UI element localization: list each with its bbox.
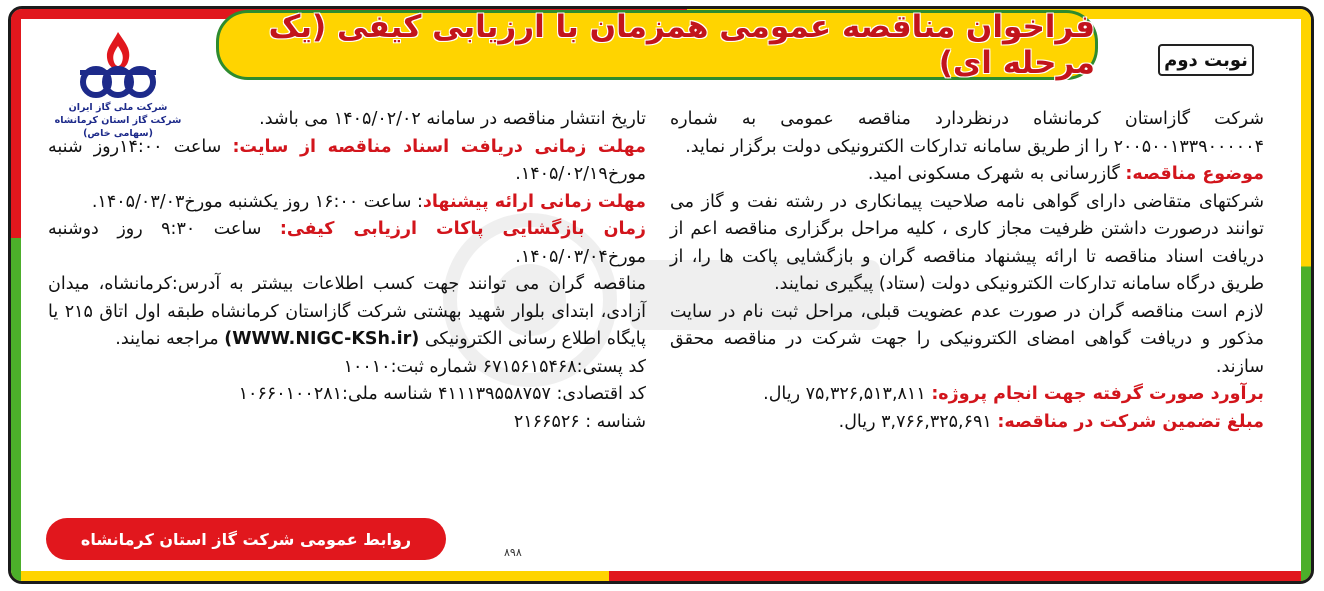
intro-paragraph: شرکت گازاستان کرمانشاه درنظردارد مناقصه عمومی به شماره ۲۰۰۵۰۰۱۳۳۹۰۰۰۰۰۴ را از طریق سامانه تدارکات الکترونیکی دولت برگزار نماید. (670, 109, 1264, 157)
guarantee-value: ۳,۷۶۶,۳۲۵,۶۹۱ ریال. (838, 411, 992, 432)
logo-line-3: (سهامی خاص) (83, 128, 153, 139)
guarantee-line (670, 409, 1264, 437)
guarantee-label: مبلغ تضمین شرکت در مناقصه: (997, 411, 1264, 432)
public-relations-badge (46, 518, 446, 560)
company-id-line: شناسه : ۲۱۶۶۵۲۶ (513, 411, 646, 432)
estimate-value: ۷۵,۳۲۶,۵۱۳,۸۱۱ ریال. (763, 384, 926, 404)
offer-deadline-label: مهلت زمانی ارائه پیشنهاد (422, 191, 646, 212)
round-badge-label: نوبت دوم (1164, 49, 1248, 71)
page-title: فراخوان مناقصه عمومی همزمان با ارزیابی کیفی (یک مرحله ای) (268, 9, 1095, 81)
logo-line-2: شرکت گاز استان کرمانشاه (54, 115, 182, 126)
opening-time-line (48, 216, 646, 271)
estimate-label: برآورد صورت گرفته جهت انجام پروژه: (931, 384, 1264, 404)
info-paragraph (48, 271, 646, 354)
offer-deadline-value: : ساعت ۱۶:۰۰ روز یکشنبه مورخ۱۴۰۵/۰۳/۰۳. (91, 191, 423, 212)
gas-flame-logo-icon (76, 30, 160, 98)
opening-time-value: ساعت ۹:۳۰ روز دوشنبه مورخ۱۴۰۵/۰۳/۰۴. (48, 219, 646, 267)
website-link[interactable]: (WWW.NIGC-KSh.ir) (224, 329, 420, 349)
ad-number: ۸۹۸ (504, 546, 522, 559)
eligibility-paragraph: شرکتهای متقاضی دارای گواهی نامه صلاحیت پیمانکاری در رشته نفت و گاز می توانند درصورت داشتن ظرفیت مجاز کاری ، کلیه مراحل برگزاری مناقصه اعم از دریافت اسناد مناقصه تا ارائه پیشنهاد مناقصه گران و بازگشایی پاکت ها را، از طریق درگاه سامانه تدارکات الکترونیکی دولت (ستاد) پیگیری نمایند. (670, 191, 1264, 294)
logo-line-1: شرکت ملی گاز ایران (68, 102, 168, 113)
subject-value: گازرسانی به شهرک مسکونی امید. (867, 164, 1120, 184)
offer-deadline-line (48, 189, 646, 217)
postal-code-line: کد پستی:۶۷۱۵۶۱۵۴۶۸ شماره ثبت:۱۰۰۱۰ (343, 356, 646, 377)
docs-deadline-line (48, 134, 646, 189)
frame-border-left (11, 9, 21, 581)
estimate-line (670, 381, 1264, 409)
opening-time-label: زمان بازگشایی پاکات ارزیابی کیفی: (279, 219, 646, 239)
public-relations-label: روابط عمومی شرکت گاز استان کرمانشاه (80, 529, 412, 549)
economic-code-line: کد اقتصادی: ۴۱۱۱۳۹۵۵۸۷۵۷ شناسه ملی:۱۰۶۶۰۱۰۰۲۸۱ (238, 384, 646, 404)
frame-border-right (1301, 9, 1311, 581)
info-text: مناقصه گران می توانند جهت کسب اطلاعات بیشتر به آدرس:کرمانشاه، میدان آزادی، ابتدای بلوار شهید بهشتی شرکت گازاستان کرمانشاه طبقه اول اتاق ۲۱۵ یا پایگاه اطلاع رسانی الکترونیکی (48, 274, 646, 349)
docs-deadline-label: مهلت زمانی دریافت اسناد مناقصه از سایت: (232, 136, 646, 157)
publish-date-line: تاریخ انتشار مناقصه در سامانه ۱۴۰۵/۰۲/۰۲ می باشد. (259, 109, 646, 129)
subject-label: موضوع مناقصه: (1125, 164, 1264, 184)
info-end-text: مراجعه نمایند. (115, 329, 219, 349)
round-badge (1158, 44, 1254, 76)
left-column (48, 106, 646, 436)
right-column (670, 106, 1264, 436)
docs-deadline-value: ساعت ۱۴:۰۰روز شنبه مورخ۱۴۰۵/۰۲/۱۹. (48, 136, 646, 184)
registration-paragraph: لازم است مناقصه گران در صورت عدم عضویت قبلی، مراحل ثبت نام در سایت مذکور و دریافت گواهی امضای الکترونیکی را جهت شرکت در مناقصه محقق سازند. (670, 301, 1264, 377)
frame-border-bottom (11, 571, 1311, 581)
subject-line (670, 161, 1264, 189)
title-banner (216, 10, 1098, 80)
